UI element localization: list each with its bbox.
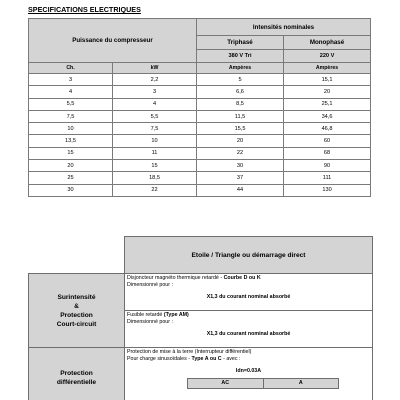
cell-amp-monophase: 60 [284,135,371,147]
cell-kw: 15 [113,160,197,172]
header-triphase: Triphasé [197,36,284,50]
cell-amp-triphase: 44 [197,184,284,196]
section-title: SPECIFICATIONS ELECTRIQUES [28,5,141,14]
breaker-spec-cell: Disjoncteur magnéto thermique retardé - Courbe D ou K Dimensionné pour : X1,3 du courant nominal absorbé [125,274,373,311]
cell-ch: 3 [29,74,113,86]
protection-table [28,236,373,400]
fuse-spec-cell: Fusible retardé (Type AM) Dimensionné pour : X1,3 du courant nominal absorbé [125,311,373,348]
cell-kw: 10 [113,135,197,147]
fuse-rating: X1,3 du courant nominal absorbé [206,331,291,337]
table-row [29,160,371,172]
cell-amp-monophase: 34,6 [284,110,371,122]
cell-kw: 2,2 [113,74,197,86]
cell-amp-triphase: 30 [197,160,284,172]
cell-amp-monophase: 15,1 [284,74,371,86]
cell-ch: 15 [29,147,113,159]
table-row [29,74,371,86]
cell-amp-monophase: 90 [284,160,371,172]
cell-kw: 4 [113,98,197,110]
header-monophase-voltage: 220 V [284,50,371,63]
cell-amp-monophase: 111 [284,172,371,184]
type-a-header: A [263,379,339,389]
differential-type-table [187,378,339,389]
header-triphase-voltage: 380 V Tri [197,50,284,63]
cell-amp-monophase: 46,8 [284,123,371,135]
table-row [29,86,371,98]
cell-amp-triphase: 5 [197,74,284,86]
cell-amp-monophase: 130 [284,184,371,196]
cell-kw: 18,5 [113,172,197,184]
cell-amp-triphase: 15,5 [197,123,284,135]
cell-amp-monophase: 25,1 [284,98,371,110]
breaker-rating: X1,3 du courant nominal absorbé [206,294,291,300]
table-row [29,172,371,184]
differential-protection-label: Protection différentielle [29,348,125,400]
cell-kw: 11 [113,147,197,159]
cell-amp-triphase: 37 [197,172,284,184]
table-row [29,123,371,135]
column-header-amperes-triphase: Ampères [197,63,284,74]
starting-mode-header: Etoile / Triangle ou démarrage direct [125,237,373,274]
cell-amp-triphase: 8,5 [197,98,284,110]
cell-amp-monophase: 68 [284,147,371,159]
cell-ch: 4 [29,86,113,98]
cell-ch: 30 [29,184,113,196]
table-row [29,135,371,147]
cell-ch: 13,5 [29,135,113,147]
cell-ch: 10 [29,123,113,135]
cell-amp-monophase: 20 [284,86,371,98]
cell-kw: 7,5 [113,123,197,135]
header-compressor-power: Puissance du compresseur [29,19,197,63]
cell-ch: 20 [29,160,113,172]
cell-amp-triphase: 20 [197,135,284,147]
table-row [29,98,371,110]
table-row [29,147,371,159]
cell-ch: 7,5 [29,110,113,122]
differential-sensitivity: Idn=0.03A [235,368,262,374]
column-header-amperes-monophase: Ampères [284,63,371,74]
column-header-kw: kW [113,63,197,74]
cell-ch: 25 [29,172,113,184]
header-nominal-currents: Intensités nominales [197,19,371,36]
electrical-spec-table [28,18,371,197]
cell-amp-triphase: 11,5 [197,110,284,122]
table-row [29,184,371,196]
cell-ch: 5,5 [29,98,113,110]
column-header-ch: Ch. [29,63,113,74]
table-row [29,110,371,122]
cell-amp-triphase: 22 [197,147,284,159]
empty-corner [29,237,125,274]
header-monophase: Monophasé [284,36,371,50]
cell-amp-triphase: 6,6 [197,86,284,98]
overcurrent-protection-label: Surintensité & Protection Court-circuit [29,274,125,348]
type-ac-header: AC [188,379,264,389]
cell-kw: 22 [113,184,197,196]
cell-kw: 5,5 [113,110,197,122]
differential-spec-cell: Protection de mise à la terre (Interrupteur différentiel) Pour charge sinusoïdales - Type A ou C - avec : Idn=0.03A AC A [125,348,373,400]
cell-kw: 3 [113,86,197,98]
